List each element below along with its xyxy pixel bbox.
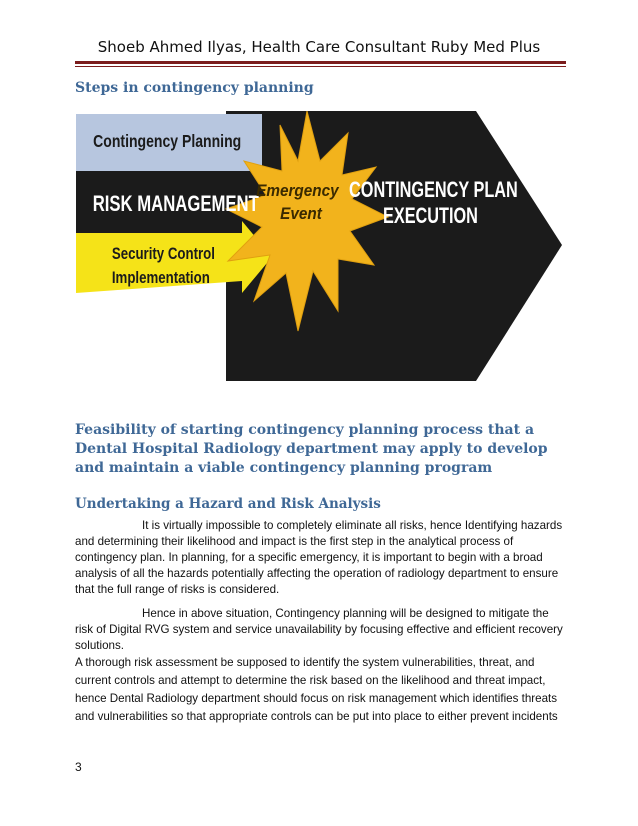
security-control-label-2: Implementation: [111, 268, 210, 288]
security-control-label-1: Security Control: [111, 244, 215, 264]
header-rule-thick: [75, 61, 566, 64]
emergency-label-1: Emergency: [256, 181, 339, 201]
page-header: Shoeb Ahmed Ilyas, Health Care Consultant Ruby Med Plus: [97, 38, 541, 56]
section-heading-hazard: Undertaking a Hazard and Risk Analysis: [75, 496, 381, 512]
execution-label-2: EXECUTION: [382, 203, 478, 229]
risk-management-label: RISK MANAGEMENT: [92, 191, 259, 217]
paragraph-3: A thorough risk assessment be supposed to identify the system vulnerabilities, threat, and current controls and attempt to determine the risk based on the likelihood and threat impact, hence Dental Radiology department should focus on risk management which identifies threats and vulnerabilities so that appropriate controls can be put into place to either prevent incidents: [75, 656, 558, 723]
section-heading-steps: Steps in contingency planning: [75, 80, 314, 96]
paragraph-2: [75, 606, 567, 654]
section-heading-feasibility: Feasibility of starting contingency planning process that a Dental Hospital Radiology department may apply to develop and maintain a viable contingency planning program: [75, 422, 548, 476]
paragraph-1-text: It is virtually impossible to completely eliminate all risks, hence Identifying hazards and determining their likelihood and impact is the first step in the analytical process of contingency plan. In planning, for a specific emergency, it is important to begin with a broad analysis of all the hazards potentially affecting the operation of radiology department to ensure that the full range of risks is considered.: [75, 519, 563, 596]
paragraph-2-text: Hence in above situation, Contingency planning will be designed to mitigate the risk of Digital RVG system and service unavailability by focusing effective and efficient recovery solutions.: [75, 607, 563, 652]
paragraph-1: [75, 518, 567, 598]
page-number: 3: [75, 760, 82, 774]
header-rule-thin: [75, 66, 566, 67]
contingency-diagram: [76, 111, 562, 381]
execution-label-1: CONTINGENCY PLAN: [349, 177, 518, 203]
emergency-label-2: Event: [280, 204, 322, 224]
contingency-planning-label: Contingency Planning: [93, 131, 242, 152]
